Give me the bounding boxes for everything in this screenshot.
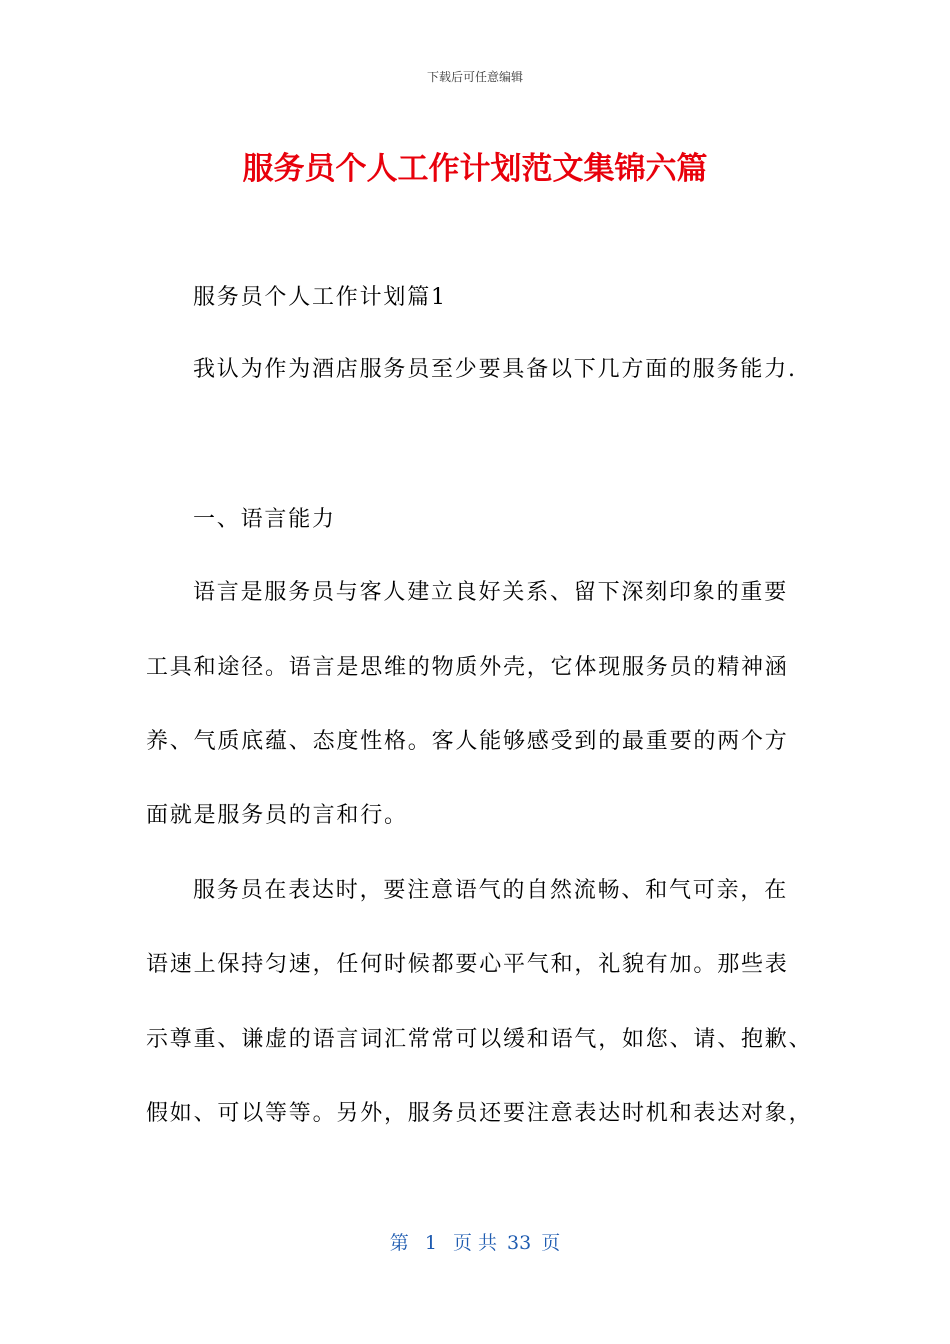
subsection-heading: 一、语言能力 [193, 507, 336, 532]
footer-middle: 页 共 [452, 1232, 498, 1254]
paragraph-line: 我认为作为酒店服务员至少要具备以下几方面的服务能力. [193, 357, 797, 382]
paragraph-line: 语言是服务员与客人建立良好关系、留下深刻印象的重要 [193, 580, 789, 605]
paragraph-line: 养、气质底蕴、态度性格。客人能够感受到的最重要的两个方 [146, 729, 789, 754]
paragraph-line: 工具和途径。语言是思维的物质外壳，它体现服务员的精神涵 [146, 655, 789, 680]
footer-prefix: 第 [389, 1232, 409, 1254]
section-heading: 服务员个人工作计划篇1 [193, 285, 447, 310]
paragraph-line: 假如、可以等等。另外，服务员还要注意表达时机和表达对象， [146, 1101, 813, 1126]
paragraph-line: 示尊重、谦虚的语言词汇常常可以缓和语气，如您、请、抱歉、 [146, 1027, 813, 1052]
paragraph-line: 服务员在表达时，要注意语气的自然流畅、和气可亲，在 [193, 878, 789, 903]
document-title: 服务员个人工作计划范文集锦六篇 [242, 151, 708, 187]
total-pages-number: 33 [507, 1232, 532, 1254]
page-footer [0, 1228, 950, 1255]
page-header: 下载后可任意编辑 [426, 70, 523, 84]
paragraph-line: 语速上保持匀速，任何时候都要心平气和，礼貌有加。那些表 [146, 952, 789, 977]
paragraph-line: 面就是服务员的言和行。 [146, 803, 408, 828]
current-page-number: 1 [424, 1232, 437, 1254]
footer-suffix: 页 [541, 1232, 561, 1254]
